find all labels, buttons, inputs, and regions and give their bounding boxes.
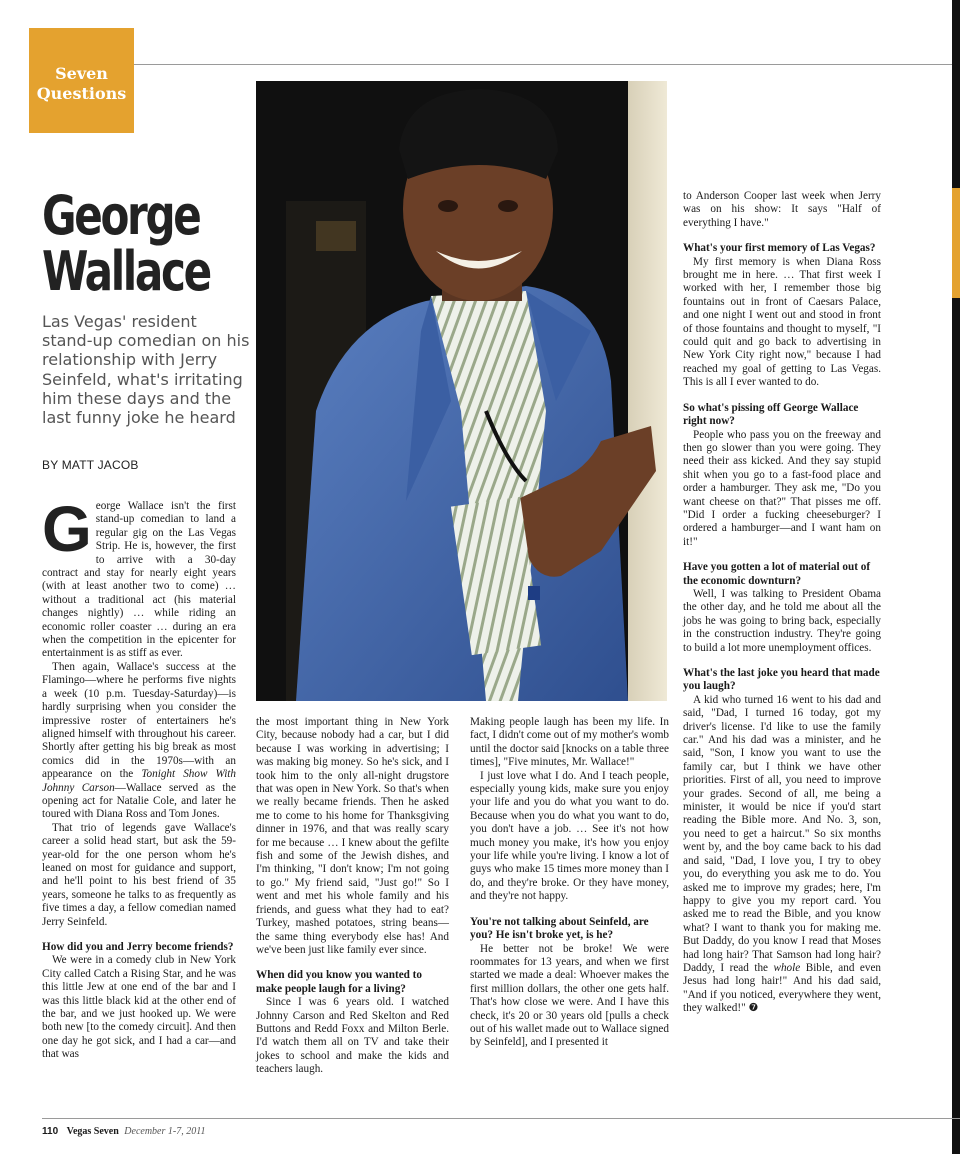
article-column-4 bbox=[683, 190, 881, 1016]
answer-paragraph: Since I was 6 years old. I watched Johnny Carson and Red Skelton and Red Buttons and Redd Foxx and Milton Berle. I'd watch them all on TV and take their jokes to school and make the kids and teachers laugh. bbox=[256, 996, 449, 1076]
article-title bbox=[42, 184, 210, 303]
show-title: Tonight Show With Johnny Carson bbox=[42, 768, 237, 794]
answer-paragraph: People who pass you on the freeway and then go slower than you were going. They need their ass kicked. And they say stupid shit when you go to a fast-food place and order a hamburger. They ask me, "Do you want cheese on that?" That pisses me off. "Did I order a fucking cheeseburger? I ordered a hamburger—and I want ham on it!" bbox=[683, 428, 881, 548]
portrait-illustration bbox=[256, 81, 667, 701]
title-line-2: Wallace bbox=[42, 240, 210, 303]
question-heading: So what's pissing off George Wallace right now? bbox=[683, 401, 859, 428]
article-column-2 bbox=[256, 716, 449, 1077]
portrait-photo bbox=[256, 81, 667, 701]
answer-paragraph: He better not be broke! We were roommates for 13 years, and when we first started we made a deal: Whoever makes the first million dollars, the other one gets half. That's how close we were. And I have this check, it's 20 or 30 years old [pulls a check out of his wallet made out to Wallace signed by Seinfeld], and I presented it bbox=[470, 942, 669, 1049]
answer-paragraph: I just love what I do. And I teach people, especially young kids, make sure you enjoy your life and you do what you want to do. Because when you do what you want to do, you don't have a job. … See it's not how much money you make, it's how you enjoy your life while you're living. I know a lot of guys who make 15 times more money than I do, and they're broke. Or they have money, and they're not happy. bbox=[470, 769, 669, 903]
answer-paragraph: We were in a comedy club in New York City called Catch a Rising Star, and he was this little Jew at one end of the bar and I was this little black kid at the other end of the bar, and we just hooked up. We were both new [to the comedy circuit]. And then one day he got sick, and I had a car—and that was bbox=[42, 954, 236, 1061]
question-heading: Have you gotten a lot of material out of the economic downturn? bbox=[683, 561, 871, 587]
body-paragraph: eorge Wallace isn't the first stand-up comedian to land a regular gig on the Las Vegas Strip. He is, however, the first to arrive with a 30-day contract and stay for nearly eight years (with at least another two to come) … without a traditional act (his material changes nightly) … while riding an economic roller coaster … during an era when the competition in the epicenter for entertainment is as stiff as ever. bbox=[42, 500, 236, 660]
question-heading: You're not talking about Seinfeld, are you? He isn't broke yet, is he? bbox=[470, 915, 649, 942]
question-heading: What's your first memory of Las Vegas? bbox=[683, 242, 876, 255]
answer-continuation: to Anderson Cooper last week when Jerry was on his show: It says "Half of everything I have." bbox=[683, 190, 881, 229]
article-dek: Las Vegas' resident stand-up comedian on his relationship with Jerry Seinfeld, what's irritating him these days and the last funny joke he heard bbox=[42, 312, 250, 428]
drop-cap: G bbox=[42, 493, 92, 565]
section-badge: Seven Questions bbox=[29, 28, 134, 133]
answer-continuation: Making people laugh has been my life. In fact, I didn't come out of my mother's womb until the doctor said [knocks on a table three times], "Five minutes, Mr. Wallace!" bbox=[470, 716, 669, 769]
publication-name: Vegas Seven bbox=[66, 1126, 119, 1137]
article-column-1 bbox=[42, 493, 237, 1062]
section-tab-marker bbox=[952, 188, 960, 298]
question-heading: What's the last joke you heard that made you laugh? bbox=[683, 667, 880, 693]
byline: BY MATT JACOB bbox=[42, 458, 139, 472]
page-number: 110 bbox=[42, 1126, 59, 1137]
answer-paragraph: Well, I was talking to President Obama the other day, and he told me about all the jobs he was going to bring back, especially in the construction industry. They're going to build a lot more unemployment offices. bbox=[683, 587, 881, 654]
end-mark-icon: ❼ bbox=[748, 1002, 759, 1015]
page-footer bbox=[42, 1126, 205, 1137]
issue-date: December 1-7, 2011 bbox=[124, 1126, 206, 1137]
emphasis: whole bbox=[773, 961, 801, 974]
body-paragraph: Then again, Wallace's success at the Flamingo—where he performs five nights a week (10 p.m. Tuesday-Saturday)—is hardly surprising when you consider the impressive roster of entertainers he's aligned himself with throughout his career. Shortly after getting his big break as most comics did in the 1970s—with an appearance on the Tonight Show With Johnny Carson—Wallace served as the opening act for Natalie Cole, and later he toured with Diana Ross and Tom Jones. bbox=[42, 660, 237, 821]
page-edge-bar bbox=[952, 0, 960, 1154]
body-paragraph: That trio of legends gave Wallace's career a solid head start, but ask the 59-year-old for the one person whom he's leaned on most for guidance and support, and he'll point to his best friend of 35 years, someone he talks to as frequently as five times a day, a fellow comedian named Jerry Seinfeld. bbox=[42, 821, 236, 928]
article-column-3 bbox=[470, 716, 669, 1050]
title-line-1: George bbox=[42, 184, 200, 247]
question-heading: How did you and Jerry become friends? bbox=[42, 941, 234, 953]
footer-rule bbox=[42, 1118, 960, 1119]
question-heading: When did you know you wanted to make people laugh for a living? bbox=[256, 969, 422, 995]
answer-paragraph: A kid who turned 16 went to his dad and said, "Dad, I turned 16 today, got my driver's license. I'd like to use the family car." And his dad was a minister, and he said, "Son, I know you want to use the family car, but I think we have other priorities. First of all, you need to improve your grades. Second of all, me being a minister, it would be nice if you'd start reading the Bible more. And No. 3, son, you need to get a haircut." So six months went by, and the boy came back to his dad and said, "Dad, I love you, I try to obey you, do everything you ask me to do. You asked me to improve my grades; here, I'm happy to give you my report card. You asked me to read the Bible, and you know what? I want to thank you for making me. But Daddy, do you know I read that Moses had long hair? That Samson had long hair? Daddy, I read the whole Bible, and even Jesus had long hair!" And his dad said, "And if you noticed, everywhere they went, they walked!" ❼ bbox=[683, 693, 882, 1015]
answer-paragraph: My first memory is when Diana Ross brought me in here. … That first week I worked with her, I remember those big fountains out in front of Caesars Palace, and one night I went out and stood in front of those fountains and thought to myself, "I could quit and go back to advertising in New York City right now," because I had reached my goal of getting to Las Vegas. This is all I ever wanted to do. bbox=[683, 255, 881, 389]
answer-continuation: the most important thing in New York City, because nobody had a car, but I did because I was working in advertising; I was making big money. So he's sick, and I took him to the only all-night drugstore that was open in New York. So that's when we really became friends. Then he asked me to come to his home for Thanksgiving dinner in 1976, and that was really scary for me because … I knew about the gefilte fish and some of the Jewish dishes, and I'm thinking, "I don't know; I'm not going to go." My friend said, "Just go!" So I went and met his whole family and his friends, and guess what they had to eat? Turkey, mashed potatoes, string beans—the same thing everybody else has! And we've been just like family ever since. bbox=[256, 716, 449, 956]
top-rule bbox=[134, 64, 960, 65]
